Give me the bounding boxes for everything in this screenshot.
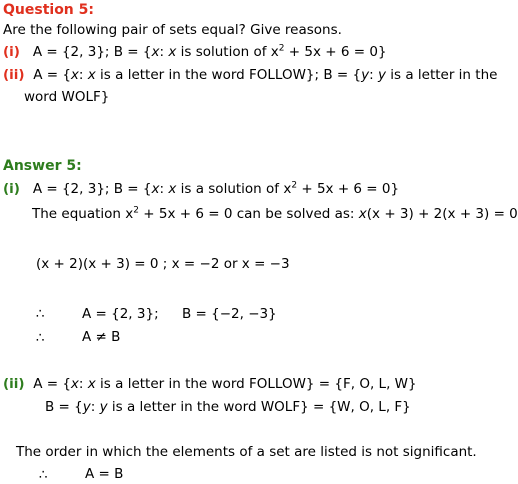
answer-part-i-label: (i) [3, 181, 20, 197]
therefore-symbol: ∴ [39, 467, 48, 483]
question-part-i-text: A = {2, 3}; B = { [32, 44, 152, 60]
answer-note: The order in which the elements of a set are listed is not significant. [16, 444, 477, 460]
question-part-ii-line2: word WOLF} [24, 89, 110, 105]
question-title: Question 5: [3, 2, 94, 18]
question-part-i-label: (i) [3, 44, 20, 60]
question-prompt: Are the following pair of sets equal? Give reasons. [3, 22, 342, 38]
answer-part-ii-label: (ii) [3, 376, 25, 392]
answer-part-i-conclusion: A ≠ B [82, 329, 121, 345]
question-part-ii: (ii) A = {x: x is a letter in the word FOLLOW}; B = {y: y is a letter in the [3, 67, 498, 83]
answer-part-ii: (ii) A = {x: x is a letter in the word FOLLOW} = {F, O, L, W} [3, 376, 417, 392]
answer-equation-line: The equation $x^2 + 5x + 6 = 0$ can be solved as: x(x + 3) + 2(x + 3) = 0 [32, 205, 518, 222]
answer-part-i: (i) A = {2, 3}; B = {x: x is a solution of $x^2 + 5x + 6 = 0$} [3, 180, 400, 197]
therefore-symbol: ∴ [36, 306, 45, 322]
question-part-ii-label: (ii) [3, 67, 25, 83]
answer-set-b: B = {−2, −3} [182, 306, 277, 322]
question-part-i: (i) A = {2, 3}; B = {x: x is solution of $x^2 + 5x + 6 = 0$} [3, 43, 387, 60]
therefore-symbol: ∴ [36, 330, 45, 346]
answer-factored-equation: (x + 2)(x + 3) = 0 ; x = −2 or x = −3 [36, 256, 290, 272]
answer-part-ii-conclusion: A = B [85, 466, 124, 482]
answer-title: Answer 5: [3, 158, 82, 174]
answer-set-b-line: B = {y: y is a letter in the word WOLF} = {W, O, L, F} [45, 399, 411, 415]
answer-set-a: A = {2, 3}; [82, 306, 159, 322]
